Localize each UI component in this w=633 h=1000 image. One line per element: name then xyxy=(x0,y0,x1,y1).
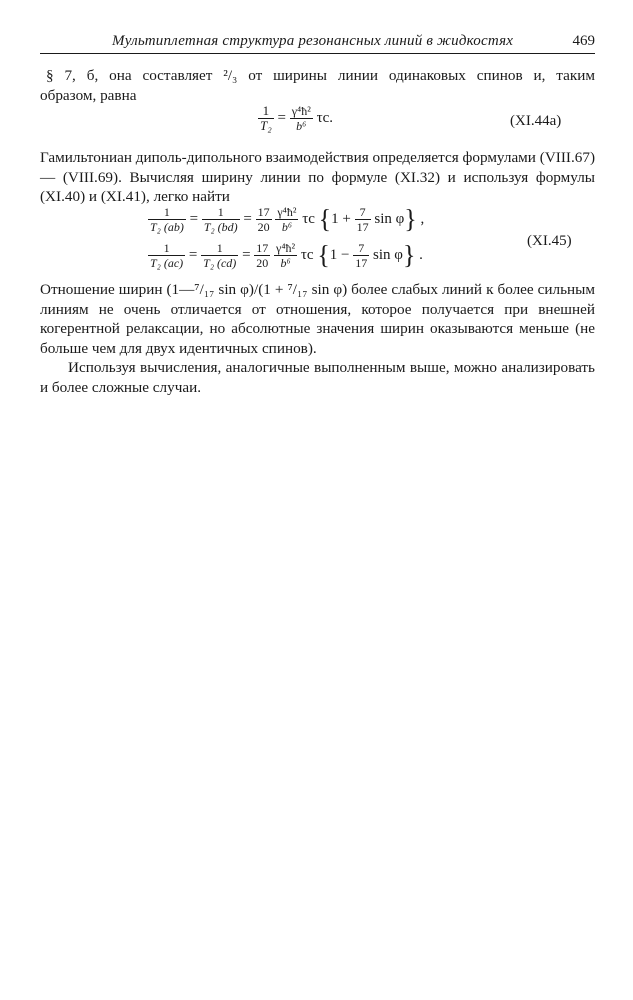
eq45-r1-a-num: 1 xyxy=(163,205,170,219)
eq45-r1-frac-a xyxy=(148,205,186,234)
eq45-r2-e-den: 17 xyxy=(355,256,368,270)
eq45-r2-b-den: T₂ (cd) xyxy=(203,256,237,270)
equation-label-xi-44a: (XI.44a) xyxy=(510,113,562,129)
eq45-r1-c-num: 17 xyxy=(257,205,270,219)
eq45-r1-c-den: 20 xyxy=(257,220,270,234)
equation-xi-44a: $\frac{1}{\text{T₂}}$ = $\frac{\text{γ⁴ħ²}}{\text{b⁶}}$ τc. xyxy=(260,103,333,133)
eq45-r1-e-num: 7 xyxy=(359,205,366,219)
running-header-title: Мультиплетная структура резонансных линий в жидкостях xyxy=(112,33,514,49)
eq45-r2-d-den: b⁶ xyxy=(274,255,297,270)
eq45-r2-frac-c xyxy=(254,241,270,270)
eq45-r2-tau: τc xyxy=(300,247,314,263)
eq45-r1-e-den: 17 xyxy=(356,220,369,234)
eq45-r2-a-num: 1 xyxy=(163,241,170,255)
paragraph-intro-line-2: образом, равна xyxy=(40,86,137,104)
eq45-r2-c-num: 17 xyxy=(256,241,269,255)
eq45-r1-a-den: T₂ (ab) xyxy=(150,220,184,234)
eq44a-lhs-fraction xyxy=(258,104,274,133)
paragraph-intro-line-1: § 7, б, она составляет ²/₃ от ширины линии одинаковых спинов и, таким xyxy=(46,67,595,84)
eq45-r1-end: , xyxy=(420,211,425,227)
paragraph-intro xyxy=(40,66,595,105)
eq45-r2-c-den: 20 xyxy=(256,256,269,270)
paragraph-conclusion: Используя вычисления, аналогичные выполненным выше, можно анализировать и более сложные случаи. xyxy=(40,359,595,396)
eq45-r2-frac-b xyxy=(201,241,238,270)
eq44a-lhs-den: T₂ xyxy=(260,118,272,133)
eq45-r2-a-den: T₂ (ac) xyxy=(150,256,184,270)
equation-xi-45-row-1: $\frac{1}{\text{T₂ (ab)}}$ = $\frac{1}{\text{T₂ (bd)}}$ = $\frac{17}{20}$ $\frac{\text{γ⁴ħ²}}{\text{b⁶}}$ τc {1 + $\frac{7}{17}$ sin φ} , xyxy=(150,204,425,234)
eq45-r1-frac-d xyxy=(275,205,298,234)
eq45-r2-frac-d xyxy=(274,241,297,270)
equation-xi-45-row-2: $\frac{1}{\text{T₂ (ac)}}$ = $\frac{1}{\text{T₂ (cd)}}$ = $\frac{17}{20}$ $\frac{\text{γ⁴ħ²}}{\text{b⁶}}$ τc {1 − $\frac{7}{17}$ sin φ} . xyxy=(150,240,423,270)
running-header xyxy=(40,33,595,53)
eq45-r2-d-num: γ⁴ħ² xyxy=(276,241,296,255)
paragraph-hamiltonian: Гамильтониан диполь-дипольного взаимодействия определяется формулами (VIII.67) — (VIII.69). Вычисляя ширину линии по формуле (XI.32) и используя формулы (XI.40) и (XI.41), легко найти xyxy=(40,149,595,205)
eq45-r2-frac-a xyxy=(148,241,185,270)
eq45-r2-frac-e xyxy=(353,241,369,270)
eq45-r1-left-brace: { xyxy=(318,204,332,234)
eq45-r1-b-den: T₂ (bd) xyxy=(203,220,238,234)
eq45-r2-right-brace: } xyxy=(402,240,416,270)
eq45-r2-inner-post: sin φ xyxy=(373,247,403,263)
eq45-r1-inner-post: sin φ xyxy=(374,211,405,227)
eq44a-rhs-fraction xyxy=(290,104,313,133)
eq45-r2-end: . xyxy=(419,247,423,263)
eq45-r2-left-brace: { xyxy=(317,240,330,270)
eq45-r2-e-num: 7 xyxy=(358,241,365,255)
eq45-r1-tau: τc xyxy=(302,211,315,227)
eq44a-lhs-num: 1 xyxy=(262,103,270,118)
eq45-r2-b-num: 1 xyxy=(216,241,223,255)
eq44a-rhs-num: γ⁴ħ² xyxy=(291,104,311,118)
eq45-r1-right-brace: } xyxy=(404,204,417,234)
eq44a-rhs-den: b⁶ xyxy=(290,118,313,133)
page-number: 469 xyxy=(572,33,595,49)
eq45-r1-frac-e xyxy=(355,205,371,234)
eq45-r1-frac-b xyxy=(202,205,240,234)
header-rule xyxy=(40,53,595,54)
eq44a-tau: τc. xyxy=(316,110,333,126)
eq45-r1-inner-pre: 1 + xyxy=(331,211,351,227)
eq45-r1-b-num: 1 xyxy=(217,205,224,219)
eq45-r1-frac-c xyxy=(256,205,272,234)
eq45-r2-inner-pre: 1 − xyxy=(329,247,350,263)
paragraph-width-ratio: Отношение ширин (1—⁷/₁₇ sin φ)/(1 + ⁷/₁₇ sin φ) более слабых линий к более сильным линиям не очень отличается от отношения, которое получается при внешней когерентной релаксации, но абсолютные значения ширин оказываются меньше (не больше чем для двух идентичных спинов). xyxy=(40,281,595,357)
eq45-r1-d-num: γ⁴ħ² xyxy=(277,205,297,219)
eq45-r1-d-den: b⁶ xyxy=(275,219,298,234)
equation-label-xi-45: (XI.45) xyxy=(527,233,572,249)
